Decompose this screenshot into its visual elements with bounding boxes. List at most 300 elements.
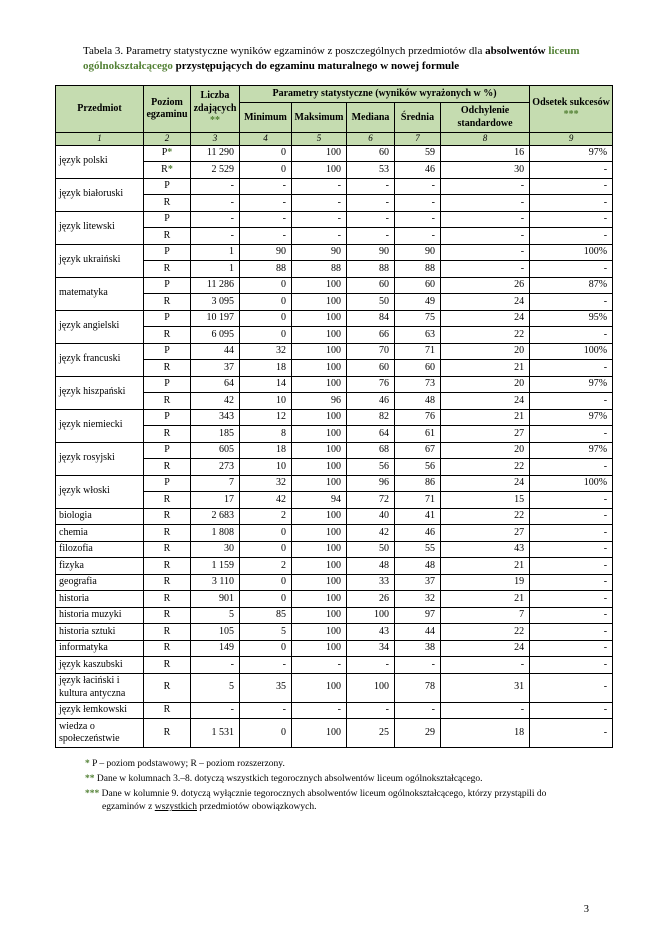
value-cell: 82: [347, 409, 395, 426]
table-row: [56, 607, 613, 624]
value-cell: 60: [395, 277, 441, 294]
statistics-table: [55, 85, 613, 748]
value-cell: -: [530, 195, 613, 212]
value-cell: 2 683: [191, 508, 240, 525]
value-cell: 100: [347, 607, 395, 624]
value-cell: 100: [292, 145, 347, 162]
col-header-parametry: Parametry statystyczne (wyników wyrażonych w %): [240, 85, 530, 103]
value-cell: 100: [292, 508, 347, 525]
table-row: [56, 244, 613, 261]
level-cell: R: [144, 508, 191, 525]
table-row: [56, 409, 613, 426]
value-cell: 32: [240, 343, 292, 360]
value-cell: 37: [191, 360, 240, 377]
value-cell: -: [530, 459, 613, 476]
value-cell: 59: [395, 145, 441, 162]
value-cell: -: [530, 162, 613, 179]
value-cell: 0: [240, 162, 292, 179]
subject-cell: język ukraiński: [56, 244, 144, 277]
value-cell: -: [191, 178, 240, 195]
caption-regular: Tabela 3. Parametry statystyczne wyników egzaminów z poszczególnych przedmiotów dla: [83, 45, 486, 57]
value-cell: -: [530, 492, 613, 509]
value-cell: 41: [395, 508, 441, 525]
value-cell: 43: [441, 541, 530, 558]
col-number: 1: [56, 133, 144, 145]
value-cell: -: [347, 195, 395, 212]
value-cell: -: [530, 640, 613, 657]
value-cell: 32: [395, 591, 441, 608]
value-cell: 2: [240, 508, 292, 525]
value-cell: 97%: [530, 409, 613, 426]
col-header-srednia: Średnia: [395, 103, 441, 133]
col-header-liczba: [191, 85, 240, 133]
table-row: [56, 657, 613, 674]
value-cell: -: [191, 211, 240, 228]
footnotes: [85, 758, 585, 815]
level-cell: P: [144, 211, 191, 228]
value-cell: 66: [347, 327, 395, 344]
subject-cell: historia muzyki: [56, 607, 144, 624]
value-cell: 5: [191, 607, 240, 624]
value-cell: 84: [347, 310, 395, 327]
footnote-3-text-after: przedmiotów obowiązkowych.: [196, 802, 317, 813]
value-cell: -: [530, 607, 613, 624]
subject-cell: język litewski: [56, 211, 144, 244]
value-cell: 94: [292, 492, 347, 509]
value-cell: 42: [240, 492, 292, 509]
value-cell: 97: [395, 607, 441, 624]
level-cell: P*: [144, 145, 191, 162]
value-cell: 100: [292, 327, 347, 344]
value-cell: 1 808: [191, 525, 240, 542]
level-cell: R: [144, 640, 191, 657]
value-cell: 64: [347, 426, 395, 443]
value-cell: -: [395, 702, 441, 719]
value-cell: -: [530, 508, 613, 525]
value-cell: -: [240, 195, 292, 212]
value-cell: 17: [191, 492, 240, 509]
value-cell: 78: [395, 673, 441, 702]
value-cell: 1 531: [191, 719, 240, 748]
value-cell: 90: [292, 244, 347, 261]
level-cell: R: [144, 702, 191, 719]
table-row: [56, 277, 613, 294]
value-cell: 96: [292, 393, 347, 410]
value-cell: 87%: [530, 277, 613, 294]
value-cell: 55: [395, 541, 441, 558]
level-cell: R: [144, 294, 191, 311]
value-cell: 100%: [530, 244, 613, 261]
level-cell: R: [144, 459, 191, 476]
value-cell: -: [530, 525, 613, 542]
value-cell: 5: [240, 624, 292, 641]
value-cell: 24: [441, 475, 530, 492]
value-cell: 90: [347, 244, 395, 261]
footnote-2-marker: **: [85, 773, 95, 784]
value-cell: 20: [441, 442, 530, 459]
value-cell: 97%: [530, 145, 613, 162]
value-cell: -: [240, 702, 292, 719]
value-cell: 273: [191, 459, 240, 476]
value-cell: 40: [347, 508, 395, 525]
value-cell: 100: [292, 459, 347, 476]
value-cell: 76: [395, 409, 441, 426]
value-cell: 60: [347, 360, 395, 377]
value-cell: 50: [347, 294, 395, 311]
value-cell: 14: [240, 376, 292, 393]
value-cell: 100: [292, 409, 347, 426]
value-cell: 100: [292, 442, 347, 459]
level-cell: R: [144, 541, 191, 558]
subject-cell: filozofia: [56, 541, 144, 558]
value-cell: -: [292, 178, 347, 195]
value-cell: 48: [395, 558, 441, 575]
value-cell: 11 286: [191, 277, 240, 294]
value-cell: 21: [441, 360, 530, 377]
value-cell: 100: [292, 719, 347, 748]
table-row: [56, 673, 613, 702]
level-cell: P: [144, 442, 191, 459]
value-cell: 10 197: [191, 310, 240, 327]
value-cell: 10: [240, 459, 292, 476]
value-cell: 100%: [530, 343, 613, 360]
table-row: [56, 178, 613, 195]
value-cell: 56: [395, 459, 441, 476]
value-cell: -: [240, 228, 292, 245]
value-cell: -: [191, 228, 240, 245]
value-cell: 100: [292, 360, 347, 377]
level-cell: R: [144, 673, 191, 702]
value-cell: -: [191, 195, 240, 212]
value-cell: 32: [240, 475, 292, 492]
value-cell: -: [530, 719, 613, 748]
col-number: 8: [441, 133, 530, 145]
value-cell: -: [240, 657, 292, 674]
value-cell: -: [441, 211, 530, 228]
table-row: [56, 525, 613, 542]
value-cell: -: [191, 702, 240, 719]
value-cell: 185: [191, 426, 240, 443]
table-row: [56, 558, 613, 575]
subject-cell: język polski: [56, 145, 144, 178]
value-cell: -: [530, 591, 613, 608]
value-cell: 22: [441, 459, 530, 476]
subject-cell: informatyka: [56, 640, 144, 657]
value-cell: 56: [347, 459, 395, 476]
table-row: [56, 541, 613, 558]
value-cell: -: [395, 228, 441, 245]
value-cell: 60: [347, 277, 395, 294]
table-row: [56, 702, 613, 719]
level-cell: R: [144, 393, 191, 410]
value-cell: 37: [395, 574, 441, 591]
value-cell: 73: [395, 376, 441, 393]
footnote-1-text: P – poziom podstawowy; R – poziom rozszerzony.: [92, 759, 285, 770]
value-cell: 18: [240, 442, 292, 459]
col-header-minimum: Minimum: [240, 103, 292, 133]
value-cell: 43: [347, 624, 395, 641]
value-cell: 100: [292, 525, 347, 542]
value-cell: 0: [240, 277, 292, 294]
value-cell: -: [441, 657, 530, 674]
value-cell: 2 529: [191, 162, 240, 179]
footnote-1: [85, 758, 585, 772]
subject-cell: geografia: [56, 574, 144, 591]
value-cell: 60: [395, 360, 441, 377]
page-number: 3: [583, 904, 589, 915]
value-cell: 90: [395, 244, 441, 261]
level-cell: R: [144, 228, 191, 245]
value-cell: -: [530, 673, 613, 702]
value-cell: 100: [292, 624, 347, 641]
value-cell: 44: [395, 624, 441, 641]
value-cell: 100: [292, 673, 347, 702]
table-row: [56, 145, 613, 162]
col-number: 7: [395, 133, 441, 145]
value-cell: 35: [240, 673, 292, 702]
value-cell: -: [530, 574, 613, 591]
footnote-3-text-before: Dane w kolumnie 9. dotyczą wyłącznie tegorocznych absolwentów liceum ogólnokształcącego, którzy przystąpili do egzaminów z: [101, 788, 547, 813]
value-cell: -: [530, 360, 613, 377]
subject-cell: fizyka: [56, 558, 144, 575]
col-header-odchylenie: Odchylenie standardowe: [441, 103, 530, 133]
value-cell: -: [347, 657, 395, 674]
level-cell: R: [144, 574, 191, 591]
value-cell: 100: [292, 277, 347, 294]
value-cell: 61: [395, 426, 441, 443]
table-header: [56, 85, 613, 145]
value-cell: -: [292, 195, 347, 212]
col-header-liczba-label: Liczba zdających: [193, 90, 237, 114]
value-cell: 46: [347, 393, 395, 410]
col-number: 3: [191, 133, 240, 145]
value-cell: 48: [347, 558, 395, 575]
footnote-3: [85, 788, 585, 816]
value-cell: 0: [240, 640, 292, 657]
value-cell: 20: [441, 376, 530, 393]
value-cell: 21: [441, 409, 530, 426]
col-header-przedmiot: Przedmiot: [56, 85, 144, 133]
table-row: [56, 376, 613, 393]
value-cell: 33: [347, 574, 395, 591]
value-cell: 88: [240, 261, 292, 278]
value-cell: 88: [395, 261, 441, 278]
value-cell: 0: [240, 310, 292, 327]
table-row: [56, 640, 613, 657]
value-cell: 25: [347, 719, 395, 748]
value-cell: -: [441, 261, 530, 278]
value-cell: -: [530, 327, 613, 344]
value-cell: 100: [292, 607, 347, 624]
value-cell: 27: [441, 426, 530, 443]
value-cell: 100: [292, 475, 347, 492]
value-cell: 70: [347, 343, 395, 360]
value-cell: 6 095: [191, 327, 240, 344]
value-cell: 71: [395, 492, 441, 509]
level-footnote-marker: *: [167, 163, 173, 175]
value-cell: 343: [191, 409, 240, 426]
value-cell: 100: [292, 591, 347, 608]
level-cell: R: [144, 195, 191, 212]
subject-cell: język rosyjski: [56, 442, 144, 475]
value-cell: 100: [292, 541, 347, 558]
value-cell: 5: [191, 673, 240, 702]
value-cell: 901: [191, 591, 240, 608]
value-cell: 64: [191, 376, 240, 393]
value-cell: 100: [292, 640, 347, 657]
value-cell: 10: [240, 393, 292, 410]
value-cell: 19: [441, 574, 530, 591]
value-cell: -: [240, 178, 292, 195]
col-header-odsetek-label: Odsetek sukcesów: [532, 96, 610, 108]
value-cell: 8: [240, 426, 292, 443]
col-header-maksimum: Maksimum: [292, 103, 347, 133]
value-cell: 38: [395, 640, 441, 657]
value-cell: -: [347, 211, 395, 228]
value-cell: -: [395, 657, 441, 674]
level-cell: P: [144, 376, 191, 393]
level-cell: R: [144, 492, 191, 509]
value-cell: 18: [441, 719, 530, 748]
level-cell: R*: [144, 162, 191, 179]
value-cell: 3 110: [191, 574, 240, 591]
table-caption: [83, 44, 598, 75]
subject-cell: język angielski: [56, 310, 144, 343]
table-row: [56, 574, 613, 591]
value-cell: 105: [191, 624, 240, 641]
value-cell: 26: [441, 277, 530, 294]
value-cell: 100: [292, 294, 347, 311]
value-cell: -: [292, 657, 347, 674]
value-cell: 3 095: [191, 294, 240, 311]
table-row: [56, 310, 613, 327]
value-cell: 49: [395, 294, 441, 311]
table-row: [56, 211, 613, 228]
value-cell: -: [530, 228, 613, 245]
col-header-poziom: Poziom egzaminu: [144, 85, 191, 133]
value-cell: 50: [347, 541, 395, 558]
value-cell: 100: [292, 426, 347, 443]
value-cell: 22: [441, 327, 530, 344]
value-cell: 95%: [530, 310, 613, 327]
subject-cell: chemia: [56, 525, 144, 542]
value-cell: -: [292, 211, 347, 228]
value-cell: 149: [191, 640, 240, 657]
col-header-mediana: Mediana: [347, 103, 395, 133]
col-number: 6: [347, 133, 395, 145]
value-cell: 7: [191, 475, 240, 492]
value-cell: 24: [441, 294, 530, 311]
value-cell: 27: [441, 525, 530, 542]
caption-green: liceum ogólnokształcącego: [83, 45, 580, 73]
value-cell: 88: [292, 261, 347, 278]
value-cell: 100: [347, 673, 395, 702]
footnote-2: [85, 773, 585, 787]
value-cell: -: [292, 228, 347, 245]
value-cell: -: [530, 558, 613, 575]
subject-cell: język łemkowski: [56, 702, 144, 719]
value-cell: 22: [441, 624, 530, 641]
level-cell: R: [144, 360, 191, 377]
value-cell: 75: [395, 310, 441, 327]
value-cell: 24: [441, 310, 530, 327]
value-cell: 2: [240, 558, 292, 575]
value-cell: 1 159: [191, 558, 240, 575]
subject-cell: wiedza o społeczeństwie: [56, 719, 144, 748]
odsetek-footnote-marker: ***: [563, 109, 579, 121]
value-cell: -: [530, 702, 613, 719]
value-cell: -: [347, 178, 395, 195]
value-cell: 100: [292, 162, 347, 179]
value-cell: 42: [191, 393, 240, 410]
value-cell: 30: [191, 541, 240, 558]
level-cell: R: [144, 657, 191, 674]
value-cell: 68: [347, 442, 395, 459]
level-cell: P: [144, 409, 191, 426]
value-cell: -: [530, 624, 613, 641]
level-cell: R: [144, 327, 191, 344]
footnote-1-marker: *: [85, 759, 90, 770]
value-cell: 0: [240, 525, 292, 542]
value-cell: 29: [395, 719, 441, 748]
value-cell: 44: [191, 343, 240, 360]
subject-cell: matematyka: [56, 277, 144, 310]
value-cell: 18: [240, 360, 292, 377]
value-cell: 76: [347, 376, 395, 393]
value-cell: 48: [395, 393, 441, 410]
value-cell: -: [395, 195, 441, 212]
level-cell: R: [144, 607, 191, 624]
value-cell: 100: [292, 558, 347, 575]
value-cell: -: [530, 261, 613, 278]
table-row: [56, 475, 613, 492]
subject-cell: historia: [56, 591, 144, 608]
caption-bold-2: przystępujących do egzaminu maturalnego w nowej formule: [172, 60, 460, 73]
value-cell: -: [530, 541, 613, 558]
value-cell: -: [347, 228, 395, 245]
value-cell: 0: [240, 591, 292, 608]
col-number: 2: [144, 133, 191, 145]
value-cell: 0: [240, 294, 292, 311]
value-cell: 21: [441, 591, 530, 608]
value-cell: 71: [395, 343, 441, 360]
value-cell: 46: [395, 525, 441, 542]
level-cell: P: [144, 343, 191, 360]
value-cell: 100: [292, 574, 347, 591]
table-row: [56, 508, 613, 525]
value-cell: 100: [292, 310, 347, 327]
value-cell: 67: [395, 442, 441, 459]
table-row: [56, 343, 613, 360]
value-cell: 31: [441, 673, 530, 702]
col-header-odsetek: [530, 85, 613, 133]
value-cell: -: [240, 211, 292, 228]
level-cell: R: [144, 525, 191, 542]
value-cell: -: [441, 702, 530, 719]
level-cell: P: [144, 178, 191, 195]
level-cell: P: [144, 475, 191, 492]
value-cell: 24: [441, 393, 530, 410]
value-cell: -: [530, 178, 613, 195]
col-number: 9: [530, 133, 613, 145]
level-footnote-marker: *: [167, 147, 173, 159]
col-number: 4: [240, 133, 292, 145]
value-cell: 46: [395, 162, 441, 179]
footnote-3-marker: ***: [85, 788, 100, 799]
value-cell: 100: [292, 376, 347, 393]
level-cell: P: [144, 244, 191, 261]
value-cell: -: [441, 228, 530, 245]
